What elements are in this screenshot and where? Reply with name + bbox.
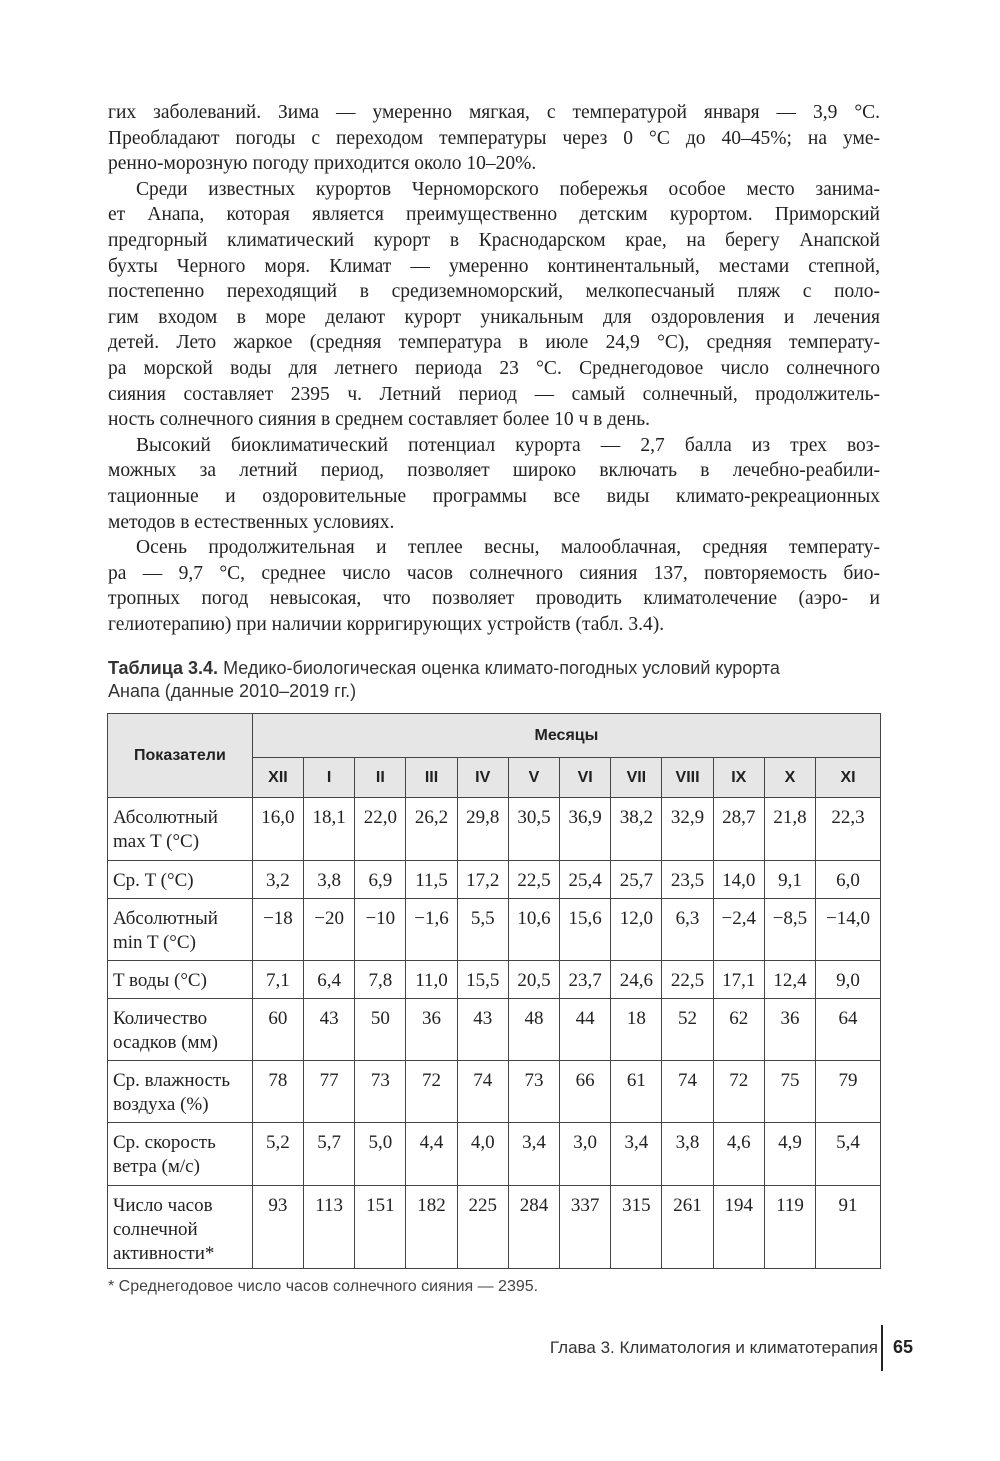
month-header: XI [816, 758, 881, 798]
table-cell: 6,9 [355, 861, 406, 899]
table-cell: 15,5 [457, 961, 508, 999]
table-cell: −10 [355, 899, 406, 961]
table-cell: 38,2 [611, 798, 662, 861]
row-label-line: Абсолютный [113, 908, 218, 929]
running-title: Глава 3. Климатология и климатотерапия [549, 1338, 878, 1357]
table-cell: 93 [252, 1186, 303, 1269]
table-cell: 62 [713, 999, 764, 1061]
row-label [108, 999, 253, 1061]
row-label [108, 1186, 253, 1269]
table-cell: 3,2 [252, 861, 303, 899]
table-cell: 43 [304, 999, 355, 1061]
table-cell: 7,1 [252, 961, 303, 999]
body-text [108, 100, 880, 637]
table-cell: 48 [508, 999, 559, 1061]
table-cell: 26,2 [406, 798, 457, 861]
text-line: детей. Лето жаркое (средняя температура в июле 24,9 °С), средняя температу- [108, 332, 880, 354]
table-cell: 22,5 [508, 861, 559, 899]
table-cell: 284 [508, 1186, 559, 1269]
table-cell: 6,3 [662, 899, 713, 961]
text-line: Осень продолжительная и теплее весны, малооблачная, средняя температу- [136, 537, 880, 559]
table-cell: 73 [355, 1061, 406, 1123]
text-line: предгорный климатический курорт в Краснодарском крае, на берегу Анапской [108, 229, 880, 251]
row-label [108, 1123, 253, 1186]
month-header: X [764, 758, 815, 798]
table-cell: 21,8 [764, 798, 815, 861]
table-cell: 79 [816, 1061, 881, 1123]
row-label-line: Ср. влажность [113, 1070, 230, 1091]
text-line: Высокий биоклиматический потенциал курорта — 2,7 балла из трех воз- [136, 434, 880, 456]
row-label-line: T воды (°C) [113, 970, 207, 991]
table-cell: −14,0 [816, 899, 881, 961]
text-line: гелиотерапию) при наличии корригирующих устройств (табл. 3.4). [108, 613, 665, 635]
month-header: IX [713, 758, 764, 798]
row-label-line: воздуха (%) [113, 1094, 209, 1115]
table-cell: 78 [252, 1061, 303, 1123]
table-cell: 36,9 [560, 798, 611, 861]
table-cell: 24,6 [611, 961, 662, 999]
month-header: XII [252, 758, 303, 798]
table-cell: 4,0 [457, 1123, 508, 1186]
text-line: бухты Черного моря. Климат — умеренно континентальный, местами степной, [108, 255, 880, 277]
table-cell: 3,4 [508, 1123, 559, 1186]
text-line: Преобладают погоды с переходом температуры через 0 °С до 40–45%; на уме- [108, 127, 880, 149]
table-cell: 77 [304, 1061, 355, 1123]
table-cell: 30,5 [508, 798, 559, 861]
table-cell: −1,6 [406, 899, 457, 961]
table-cell: 18,1 [304, 798, 355, 861]
table-row [108, 899, 881, 961]
text-line: ра морской воды для летнего периода 23 °С. Среднегодовое число солнечного [108, 357, 880, 379]
table-cell: 315 [611, 1186, 662, 1269]
table-row [108, 961, 881, 999]
row-label-line: солнечной [113, 1219, 198, 1240]
text-line: гих заболеваний. Зима — умеренно мягкая, с температурой января — 3,9 °С. [108, 102, 880, 123]
table-cell: 5,2 [252, 1123, 303, 1186]
table-cell: 23,7 [560, 961, 611, 999]
text-line: ность солнечного сияния в среднем составляет более 10 ч в день. [108, 409, 651, 431]
month-header: III [406, 758, 457, 798]
table-row [108, 1186, 881, 1269]
header-months: Месяцы [252, 714, 880, 758]
table-cell: 32,9 [662, 798, 713, 861]
table-cell: 4,6 [713, 1123, 764, 1186]
table-cell: 52 [662, 999, 713, 1061]
table-cell: 6,4 [304, 961, 355, 999]
text-line: тационные и оздоровительные программы все виды климато-рекреационных [108, 485, 880, 507]
table-cell: 4,4 [406, 1123, 457, 1186]
text-line: ренно-морозную погоду приходится около 10–20%. [108, 153, 537, 175]
table-cell: 12,4 [764, 961, 815, 999]
table-cell: 61 [611, 1061, 662, 1123]
table-cell: 60 [252, 999, 303, 1061]
text-line: постепенно переходящий в средиземноморский, мелкопесчаный пляж с поло- [108, 281, 880, 303]
text-line: ет Анапа, которая является преимущественно детским курортом. Приморский [108, 204, 880, 226]
table-cell: 3,8 [662, 1123, 713, 1186]
text-line: сияния составляет 2395 ч. Летний период — самый солнечный, продолжитель- [108, 383, 880, 405]
month-header: VI [560, 758, 611, 798]
row-label [108, 899, 253, 961]
table-footnote: * Среднегодовое число часов солнечного сияния — 2395. [108, 1278, 539, 1295]
text-line: ра — 9,7 °С, среднее число часов солнечного сияния 137, повторяемость био- [108, 562, 880, 584]
table-cell: 6,0 [816, 861, 881, 899]
table-cell: −2,4 [713, 899, 764, 961]
row-label-line: Абсолютный [113, 807, 218, 828]
table-cell: 11,0 [406, 961, 457, 999]
table-cell: 73 [508, 1061, 559, 1123]
table-cell: 5,7 [304, 1123, 355, 1186]
table-cell: −18 [252, 899, 303, 961]
table-cell: 17,2 [457, 861, 508, 899]
table-cell: 36 [406, 999, 457, 1061]
table-cell: 225 [457, 1186, 508, 1269]
table-cell: 74 [457, 1061, 508, 1123]
row-label-line: ветра (м/с) [113, 1156, 200, 1177]
table-cell: 29,8 [457, 798, 508, 861]
text-line: тропных погод невысокая, что позволяет проводить климатолечение (аэро- и [108, 588, 880, 610]
table-cell: 337 [560, 1186, 611, 1269]
table-cell: 25,7 [611, 861, 662, 899]
table-row [108, 1123, 881, 1186]
table-cell: 25,4 [560, 861, 611, 899]
row-label [108, 1061, 253, 1123]
table-cell: 66 [560, 1061, 611, 1123]
table-cell: 43 [457, 999, 508, 1061]
text-line: методов в естественных условиях. [108, 511, 395, 533]
row-label-line: max T (°C) [113, 831, 200, 852]
text-line: можных за летний период, позволяет широко включать в лечебно-реабили- [108, 460, 880, 482]
month-header: II [355, 758, 406, 798]
table-cell: 64 [816, 999, 881, 1061]
row-label-line: Ср. скорость [113, 1132, 216, 1153]
row-label-line: Число часов [113, 1195, 213, 1216]
table-cell: −20 [304, 899, 355, 961]
row-label-line: активности* [113, 1243, 215, 1264]
table-caption-text-2: Анапа (данные 2010–2019 гг.) [108, 681, 357, 701]
table-cell: 261 [662, 1186, 713, 1269]
table-cell: 5,0 [355, 1123, 406, 1186]
table-cell: 3,4 [611, 1123, 662, 1186]
month-header: I [304, 758, 355, 798]
row-label-line: осадков (мм) [113, 1032, 218, 1053]
table-cell: 182 [406, 1186, 457, 1269]
table-cell: 15,6 [560, 899, 611, 961]
table-caption-label: Таблица 3.4. [108, 658, 219, 678]
table-row [108, 1061, 881, 1123]
table-cell: 4,9 [764, 1123, 815, 1186]
table-cell: 3,0 [560, 1123, 611, 1186]
table-cell: 151 [355, 1186, 406, 1269]
table-cell: 12,0 [611, 899, 662, 961]
table-cell: 194 [713, 1186, 764, 1269]
row-label-line: Количество [113, 1008, 208, 1029]
table-cell: 72 [406, 1061, 457, 1123]
table-cell: 20,5 [508, 961, 559, 999]
table-cell: 11,5 [406, 861, 457, 899]
table-cell: 113 [304, 1186, 355, 1269]
table-cell: 44 [560, 999, 611, 1061]
table-cell: 3,8 [304, 861, 355, 899]
table-cell: 119 [764, 1186, 815, 1269]
table-cell: 75 [764, 1061, 815, 1123]
page-number: 65 [893, 1337, 914, 1357]
row-label [108, 798, 253, 861]
table-row [108, 861, 881, 899]
climate-table [107, 713, 881, 1269]
month-header: VII [611, 758, 662, 798]
row-label-line: Ср. T (°C) [113, 870, 194, 891]
table-cell: 5,4 [816, 1123, 881, 1186]
table-cell: 28,7 [713, 798, 764, 861]
table-cell: 36 [764, 999, 815, 1061]
table-row [108, 999, 881, 1061]
table-caption-text: Медико-биологическая оценка климато-погодных условий курорта [218, 658, 780, 678]
table-row [108, 798, 881, 861]
month-header: IV [457, 758, 508, 798]
row-label-line: min T (°C) [113, 932, 196, 953]
table-cell: 17,1 [713, 961, 764, 999]
month-header: VIII [662, 758, 713, 798]
footer-divider [881, 1325, 883, 1371]
table-cell: 50 [355, 999, 406, 1061]
table-cell: 72 [713, 1061, 764, 1123]
table-cell: 10,6 [508, 899, 559, 961]
table-cell: 18 [611, 999, 662, 1061]
table-cell: 9,1 [764, 861, 815, 899]
table-cell: 22,3 [816, 798, 881, 861]
text-line: гим входом в море делают курорт уникальным для оздоровления и лечения [108, 306, 880, 328]
row-label [108, 861, 253, 899]
month-header: V [508, 758, 559, 798]
table-cell: 22,0 [355, 798, 406, 861]
table-cell: 16,0 [252, 798, 303, 861]
header-indicator: Показатели [108, 714, 253, 798]
table-caption [108, 657, 880, 703]
table-cell: 22,5 [662, 961, 713, 999]
row-label [108, 961, 253, 999]
table-cell: 74 [662, 1061, 713, 1123]
table-cell: 23,5 [662, 861, 713, 899]
text-line: Среди известных курортов Черноморского побережья особое место занима- [136, 178, 880, 200]
table-cell: 91 [816, 1186, 881, 1269]
table-cell: 5,5 [457, 899, 508, 961]
table-cell: −8,5 [764, 899, 815, 961]
table-cell: 9,0 [816, 961, 881, 999]
table-cell: 7,8 [355, 961, 406, 999]
table-cell: 14,0 [713, 861, 764, 899]
